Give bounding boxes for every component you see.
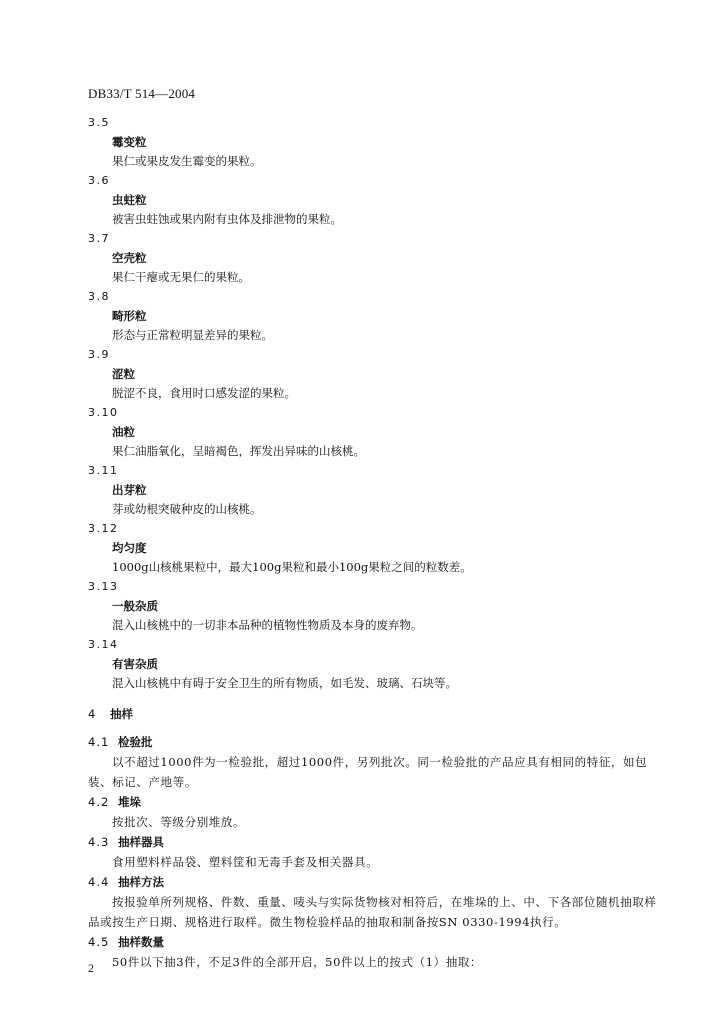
subsection-number: 4.4 bbox=[88, 875, 110, 889]
subsection-title: 堆垛 bbox=[118, 795, 141, 809]
subsection bbox=[88, 872, 666, 932]
term-definition: 果仁油脂氧化，呈暗褐色，挥发出异味的山核桃。 bbox=[112, 444, 365, 458]
subsection-heading bbox=[88, 792, 666, 812]
term-entry bbox=[88, 113, 666, 171]
subsection bbox=[88, 832, 666, 872]
term-title: 出芽粒 bbox=[112, 483, 147, 497]
page-number: 2 bbox=[88, 961, 94, 975]
term-definition: 果仁或果皮发生霉变的果粒。 bbox=[112, 154, 262, 168]
term-number: 3.11 bbox=[88, 464, 119, 477]
term-number: 3.9 bbox=[88, 348, 110, 361]
term-number: 3.12 bbox=[88, 522, 119, 535]
section-number: 4 bbox=[88, 707, 96, 721]
term-title: 霉变粒 bbox=[112, 135, 147, 149]
term-entry bbox=[88, 461, 666, 519]
term-definition: 混入山核桃中的一切非本品种的植物性物质及本身的废弃物。 bbox=[112, 618, 423, 632]
term-number: 3.5 bbox=[88, 116, 110, 129]
term-entry bbox=[88, 171, 666, 229]
subsection-text: 食用塑料样品袋、塑料筐和无毒手套及相关器具。 bbox=[112, 855, 379, 869]
section-heading bbox=[88, 703, 666, 725]
term-entry bbox=[88, 287, 666, 345]
term-entry bbox=[88, 635, 666, 693]
term-title: 油粒 bbox=[112, 425, 135, 439]
term-definition: 1000g山核桃果粒中，最大100g果粒和最小100g果粒之间的粒数差。 bbox=[112, 560, 472, 574]
term-number: 3.6 bbox=[88, 174, 110, 187]
subsection-title: 检验批 bbox=[118, 735, 153, 749]
subsection bbox=[88, 732, 666, 792]
term-definition: 形态与正常粒明显差异的果粒。 bbox=[112, 328, 273, 342]
section-title: 抽样 bbox=[110, 707, 133, 721]
term-title: 虫蛀粒 bbox=[112, 193, 147, 207]
term-definition: 芽或幼根突破种皮的山核桃。 bbox=[112, 502, 262, 516]
subsection-text: 以不超过1000件为一检验批，超过1000件，另列批次。同一检验批的产品应具有相同的特征，如包装、标记、产地等。 bbox=[88, 755, 648, 789]
term-title: 空壳粒 bbox=[112, 251, 147, 265]
document-code-header: DB33/T 514—2004 bbox=[88, 86, 196, 101]
subsection-number: 4.1 bbox=[88, 735, 110, 749]
term-entry bbox=[88, 229, 666, 287]
subsection-text: 50件以下抽3件，不足3件的全部开启，50件以上的按式（1）抽取： bbox=[112, 955, 483, 969]
term-number: 3.10 bbox=[88, 406, 119, 419]
term-number: 3.13 bbox=[88, 580, 119, 593]
subsection-title: 抽样器具 bbox=[118, 835, 164, 849]
term-title: 一般杂质 bbox=[112, 599, 158, 613]
term-number: 3.14 bbox=[88, 638, 119, 651]
subsection-number: 4.2 bbox=[88, 795, 110, 809]
term-definition: 果仁干瘪或无果仁的果粒。 bbox=[112, 270, 250, 284]
subsection-heading bbox=[88, 832, 666, 852]
term-title: 涩粒 bbox=[112, 367, 135, 381]
page-content bbox=[88, 113, 666, 972]
subsection-title: 抽样方法 bbox=[118, 875, 164, 889]
subsection-heading bbox=[88, 732, 666, 752]
subsection-heading bbox=[88, 872, 666, 892]
term-entry bbox=[88, 345, 666, 403]
term-definition: 脱涩不良，食用时口感发涩的果粒。 bbox=[112, 386, 296, 400]
subsection-number: 4.3 bbox=[88, 835, 110, 849]
subsection-text: 按批次、等级分别堆放。 bbox=[112, 815, 246, 829]
term-entry bbox=[88, 519, 666, 577]
subsection bbox=[88, 792, 666, 832]
subsection-text: 按报验单所列规格、件数、重量、唛头与实际货物核对相符后，在堆垛的上、中、下各部位随机抽取样品或按生产日期、规格进行取样。微生物检验样品的抽取和制备按SN 0330-1994执行。 bbox=[88, 895, 657, 929]
term-title: 畸形粒 bbox=[112, 309, 147, 323]
term-title: 有害杂质 bbox=[112, 657, 158, 671]
term-entry bbox=[88, 403, 666, 461]
term-number: 3.8 bbox=[88, 290, 110, 303]
term-definition: 混入山核桃中有碍于安全卫生的所有物质，如毛发、玻璃、石块等。 bbox=[112, 676, 457, 690]
term-title: 均匀度 bbox=[112, 541, 147, 555]
term-definition: 被害虫蛀蚀或果内附有虫体及排泄物的果粒。 bbox=[112, 212, 342, 226]
term-number: 3.7 bbox=[88, 232, 110, 245]
subsection bbox=[88, 932, 666, 972]
subsection-number: 4.5 bbox=[88, 935, 110, 949]
term-entry bbox=[88, 577, 666, 635]
subsection-title: 抽样数量 bbox=[118, 935, 164, 949]
subsection-heading bbox=[88, 932, 666, 952]
